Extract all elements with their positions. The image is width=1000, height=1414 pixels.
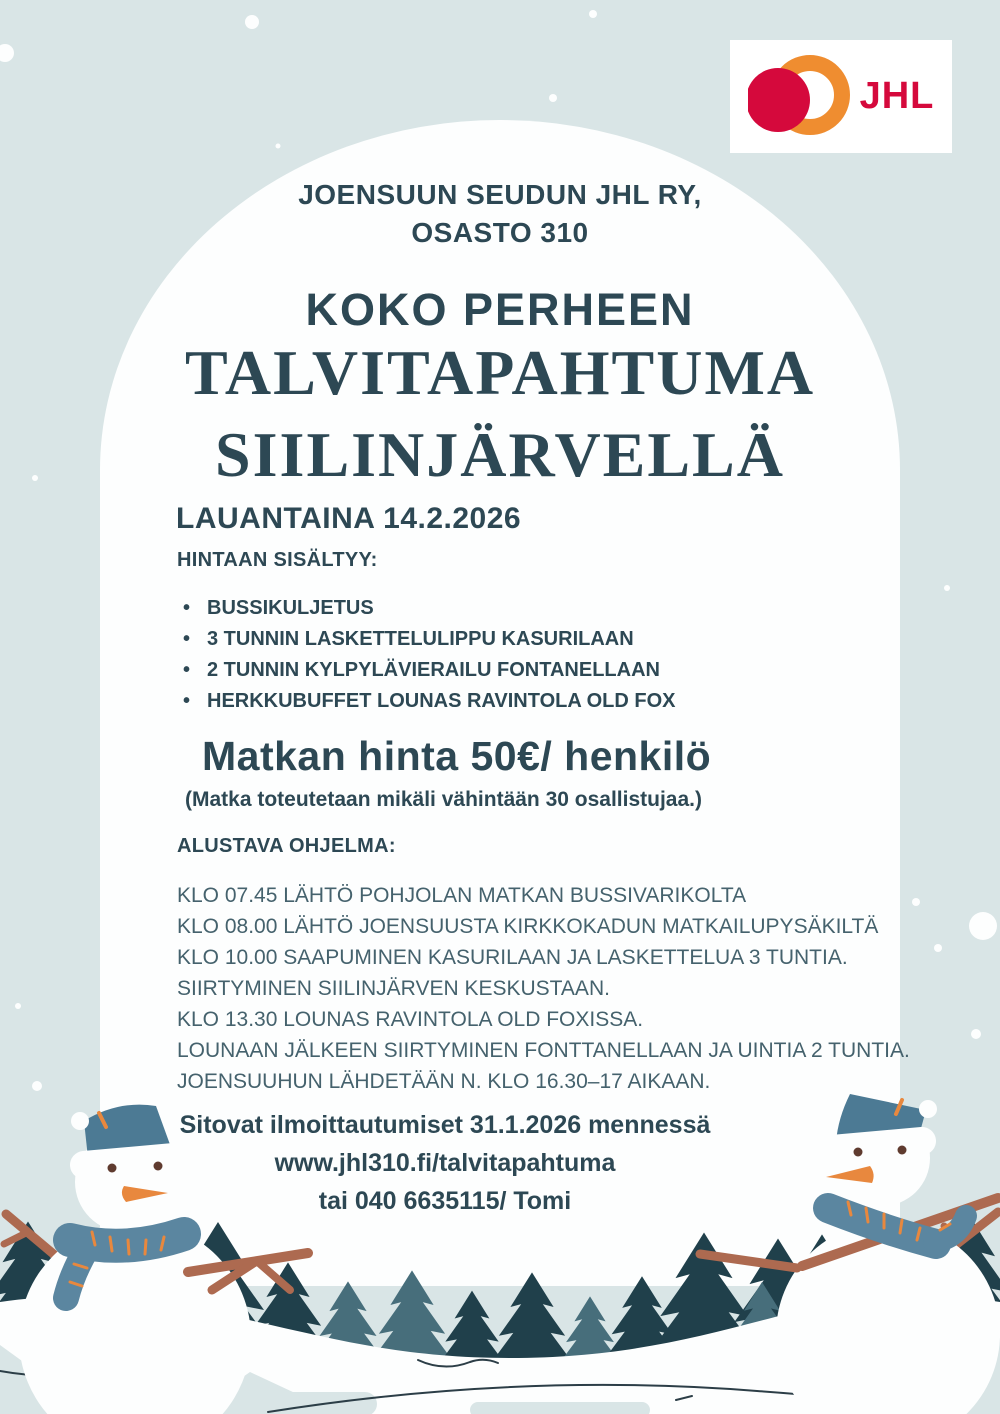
price-line: Matkan hinta 50€/ henkilö xyxy=(202,733,712,779)
program-schedule xyxy=(177,880,910,1097)
org-line-1: JOENSUUN SEUDUN JHL RY, xyxy=(298,179,702,210)
price-note: (Matka toteutetaan mikäli vähintään 30 osallistujaa.) xyxy=(185,788,702,811)
program-line: JOENSUUHUN LÄHDETÄÄN N. KLO 16.30–17 AIKAAN. xyxy=(177,1070,711,1093)
program-line: KLO 07.45 LÄHTÖ POHJOLAN MATKAN BUSSIVARIKOLTA xyxy=(177,884,747,907)
list-item: • 2 TUNNIN KYLPYLÄVIERAILU FONTANELLAAN xyxy=(183,655,676,686)
signup-url: www.jhl310.fi/talvitapahtuma xyxy=(274,1149,616,1177)
signup-phone: tai 040 6635115/ Tomi xyxy=(318,1187,572,1215)
program-line: KLO 13.30 LOUNAS RAVINTOLA OLD FOXISSA. xyxy=(177,1008,644,1031)
list-item: • 3 TUNNIN LASKETTELULIPPU KASURILAAN xyxy=(183,624,676,655)
includes-heading: HINTAAN SISÄLTYY: xyxy=(177,549,378,571)
signup-deadline: Sitovat ilmoittautumiset 31.1.2026 mennessä xyxy=(179,1111,711,1139)
jhl-logo-card xyxy=(730,40,952,153)
program-line: SIIRTYMINEN SIILINJÄRVEN KESKUSTAAN. xyxy=(177,977,610,1000)
program-line: KLO 10.00 SAAPUMINEN KASURILAAN JA LASKETTELUA 3 TUNTIA. xyxy=(177,946,848,969)
program-line: LOUNAAN JÄLKEEN SIIRTYMINEN FONTTANELLAAN JA UINTIA 2 TUNTIA. xyxy=(177,1039,910,1062)
list-item: • HERKKUBUFFET LOUNAS RAVINTOLA OLD FOX xyxy=(183,686,676,717)
program-line: KLO 08.00 LÄHTÖ JOENSUUSTA KIRKKOKADUN MATKAILUPYSÄKILTÄ xyxy=(177,915,879,938)
includes-list xyxy=(183,593,676,717)
event-title-line-2: SIILINJÄRVELLÄ xyxy=(215,419,785,490)
event-date: LAUANTAINA 14.2.2026 xyxy=(176,502,522,535)
jhl-logo-text: JHL xyxy=(859,75,935,117)
event-title-line-1: TALVITAPAHTUMA xyxy=(184,337,816,408)
org-line-2: OSASTO 310 xyxy=(411,217,589,248)
program-heading: ALUSTAVA OHJELMA: xyxy=(177,835,396,857)
jhl-logo-mark-icon xyxy=(748,45,856,149)
snowman-eye xyxy=(898,1146,907,1155)
signup-block xyxy=(0,1106,890,1220)
event-subtitle: KOKO PERHEEN xyxy=(305,284,695,335)
organization-header xyxy=(0,176,1000,252)
list-item: • BUSSIKULJETUS xyxy=(183,593,676,624)
hat-pompom xyxy=(919,1100,937,1118)
